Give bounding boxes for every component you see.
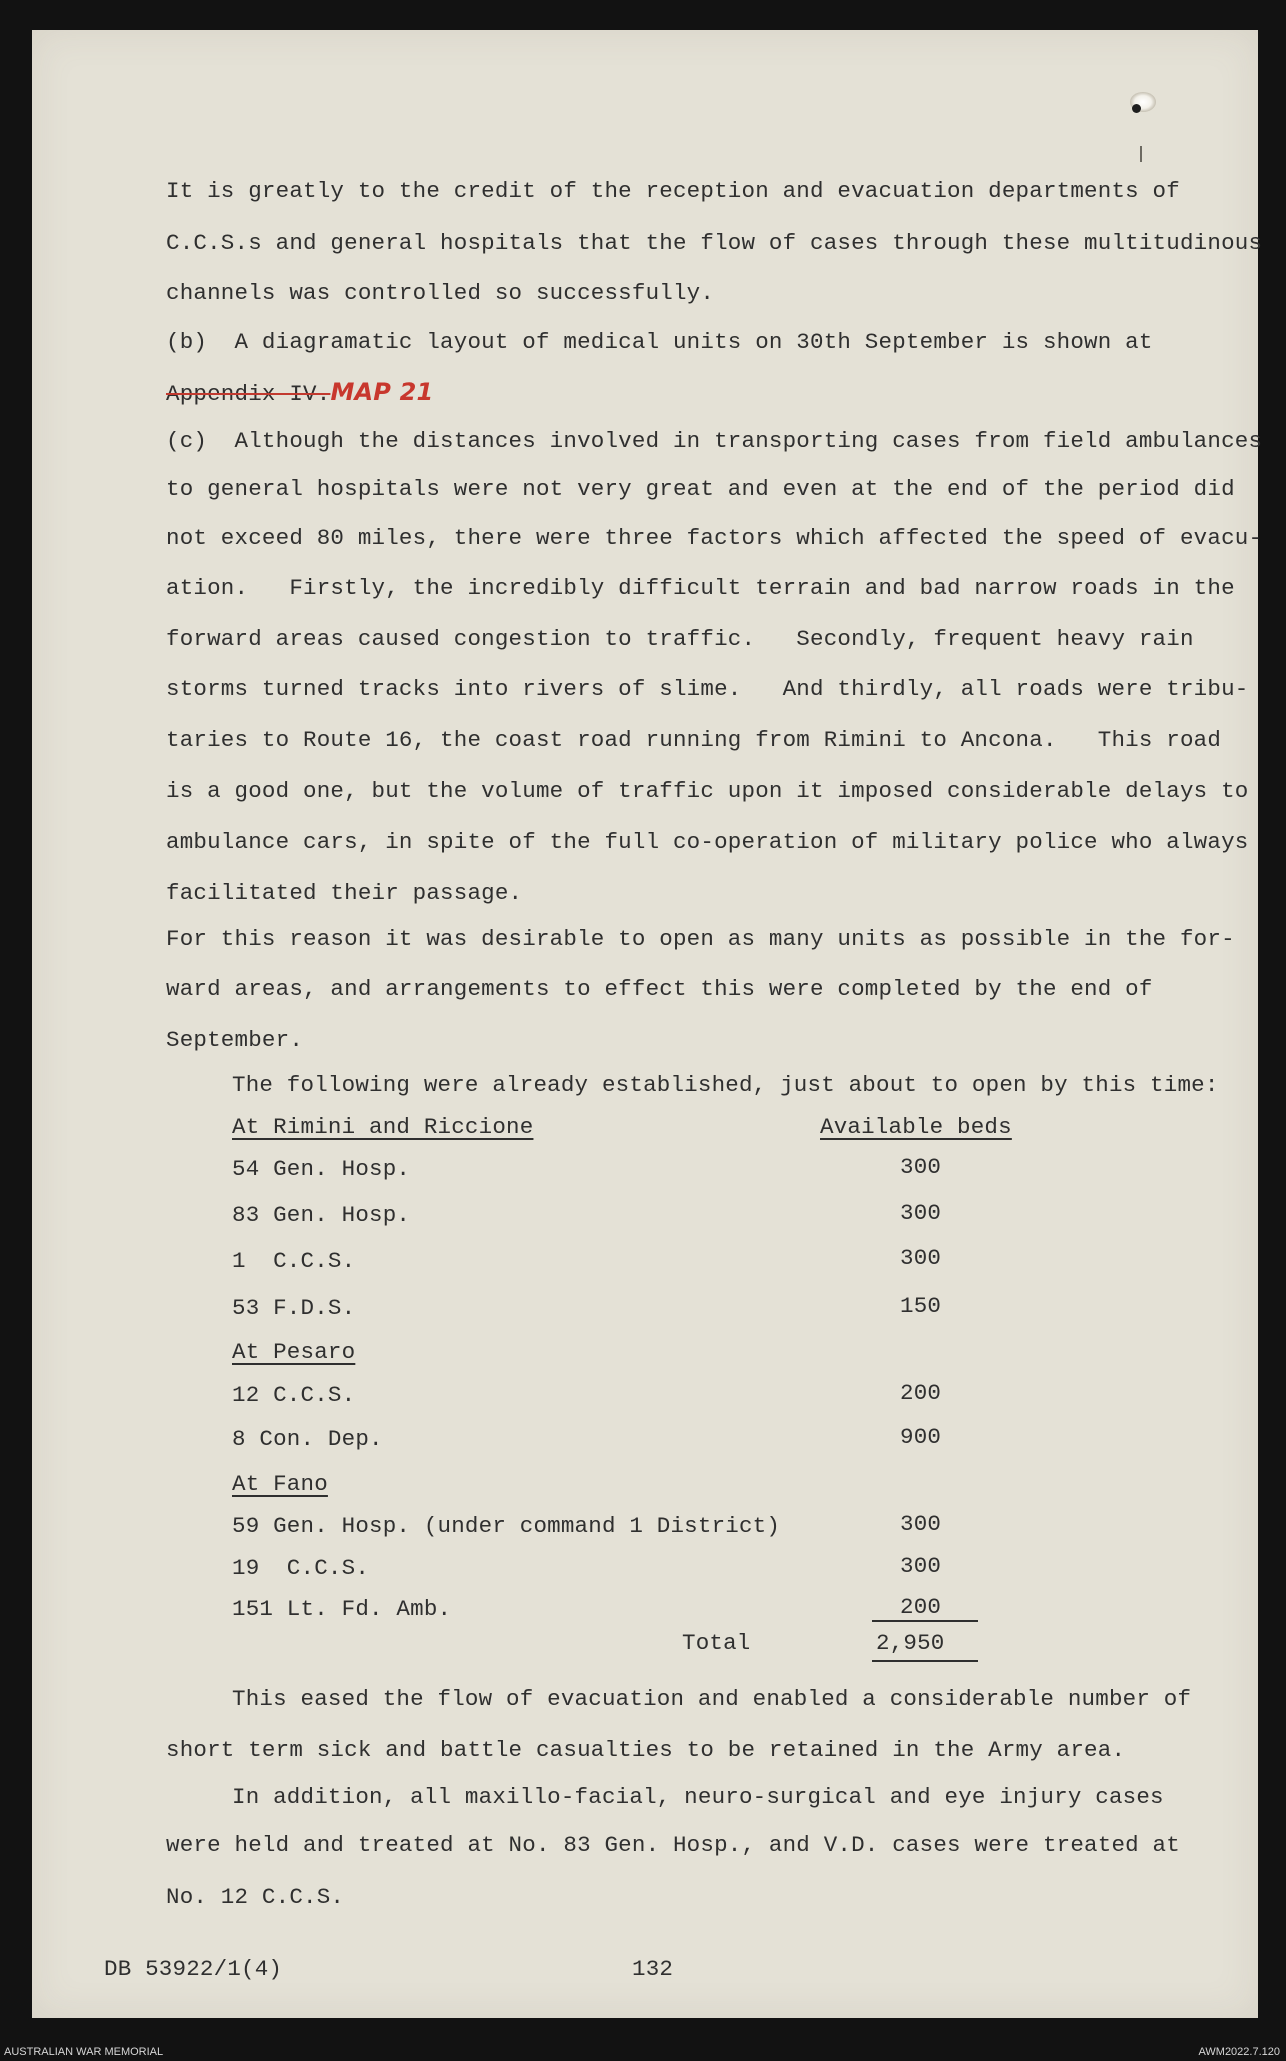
table-row-beds: 300 (900, 1245, 942, 1271)
document-reference: DB 53922/1(4) (104, 1956, 283, 1982)
handwritten-map-annotation: MAP 21 (330, 378, 434, 406)
table-row-unit: 83 Gen. Hosp. (232, 1202, 411, 1228)
para-c-line-7: taries to Route 16, the coast road running from Rimini to Ancona. This road (166, 727, 1222, 753)
subtotal-rule (872, 1620, 978, 1622)
para-addition-line-2: were held and treated at No. 83 Gen. Hosp., and V.D. cases were treated at (166, 1832, 1180, 1858)
para-c-line-2: to general hospitals were not very great and even at the end of the period did (166, 476, 1235, 502)
table-column-header-beds: Available beds (820, 1114, 1012, 1140)
table-row-unit: 12 C.C.S. (232, 1382, 356, 1408)
para1-line-2: C.C.S.s and general hospitals that the flow of cases through these multitudinous (166, 230, 1263, 256)
para-reason-line-2: ward areas, and arrangements to effect this were completed by the end of (166, 976, 1153, 1002)
table-row-beds: 900 (900, 1424, 942, 1450)
para1-line-3: channels was controlled so successfully. (166, 280, 715, 306)
group-heading-fano: At Fano (232, 1471, 328, 1497)
paper-mark (1140, 146, 1142, 162)
para-addition-line-3: No. 12 C.C.S. (166, 1884, 345, 1910)
table-row-unit: 54 Gen. Hosp. (232, 1156, 411, 1182)
total-rule (872, 1660, 978, 1662)
para-reason-line-3: September. (166, 1027, 304, 1053)
para-eased-line-2: short term sick and battle casualties to be retained in the Army area. (166, 1737, 1126, 1763)
table-row-beds: 300 (900, 1511, 942, 1537)
archive-footer-bar (0, 2042, 1286, 2061)
table-row-unit: 8 Con. Dep. (232, 1426, 383, 1452)
para-c-line-5: forward areas caused congestion to traffic. Secondly, frequent heavy rain (166, 626, 1194, 652)
para-c-line-10: facilitated their passage. (166, 880, 523, 906)
total-value: 2,950 (876, 1630, 945, 1656)
table-row-unit: 59 Gen. Hosp. (under command 1 District) (232, 1513, 781, 1539)
table-row-beds: 200 (900, 1594, 942, 1620)
para-addition-line-1: In addition, all maxillo-facial, neuro-surgical and eye injury cases (232, 1784, 1164, 1810)
para1-line-1: It is greatly to the credit of the reception and evacuation departments of (166, 178, 1180, 204)
table-row-beds: 300 (900, 1154, 942, 1180)
para-c-line-8: is a good one, but the volume of traffic upon it imposed considerable delays to (166, 778, 1249, 804)
para-c-line-3: not exceed 80 miles, there were three factors which affected the speed of evacu- (166, 525, 1263, 551)
para-c-line-9: ambulance cars, in spite of the full co-operation of military police who always (166, 829, 1249, 855)
para-reason-line-1: For this reason it was desirable to open as many units as possible in the for- (166, 926, 1235, 952)
table-row-unit: 1 C.C.S. (232, 1248, 356, 1274)
archive-footer-left: AUSTRALIAN WAR MEMORIAL (4, 2046, 164, 2058)
table-row-beds: 300 (900, 1200, 942, 1226)
para-b-line-1: (b) A diagramatic layout of medical units on 30th September is shown at (166, 329, 1153, 355)
archive-footer-right: AWM2022.7.120 (1198, 2046, 1280, 2058)
para-b-line-2 (166, 380, 433, 406)
page-number: 132 (632, 1956, 674, 1982)
group-heading-pesaro: At Pesaro (232, 1339, 356, 1365)
punch-hole-mark (1132, 104, 1141, 113)
group-heading-rimini: At Rimini and Riccione (232, 1114, 534, 1140)
table-row-unit: 53 F.D.S. (232, 1295, 356, 1321)
table-row-beds: 150 (900, 1293, 942, 1319)
struck-appendix-text: Appendix IV. (166, 381, 331, 407)
total-label: Total (682, 1630, 751, 1656)
table-row-beds: 300 (900, 1553, 942, 1579)
table-row-beds: 200 (900, 1380, 942, 1406)
table-row-unit: 19 C.C.S. (232, 1555, 370, 1581)
para-c-line-1: (c) Although the distances involved in transporting cases from field ambulances (166, 428, 1263, 454)
para-c-line-4: ation. Firstly, the incredibly difficult terrain and bad narrow roads in the (166, 575, 1235, 601)
para-c-line-6: storms turned tracks into rivers of slime. And thirdly, all roads were tribu- (166, 676, 1249, 702)
table-row-unit: 151 Lt. Fd. Amb. (232, 1596, 452, 1622)
para-eased-line-1: This eased the flow of evacuation and enabled a considerable number of (232, 1686, 1192, 1712)
table-intro: The following were already established, just about to open by this time: (232, 1072, 1219, 1098)
